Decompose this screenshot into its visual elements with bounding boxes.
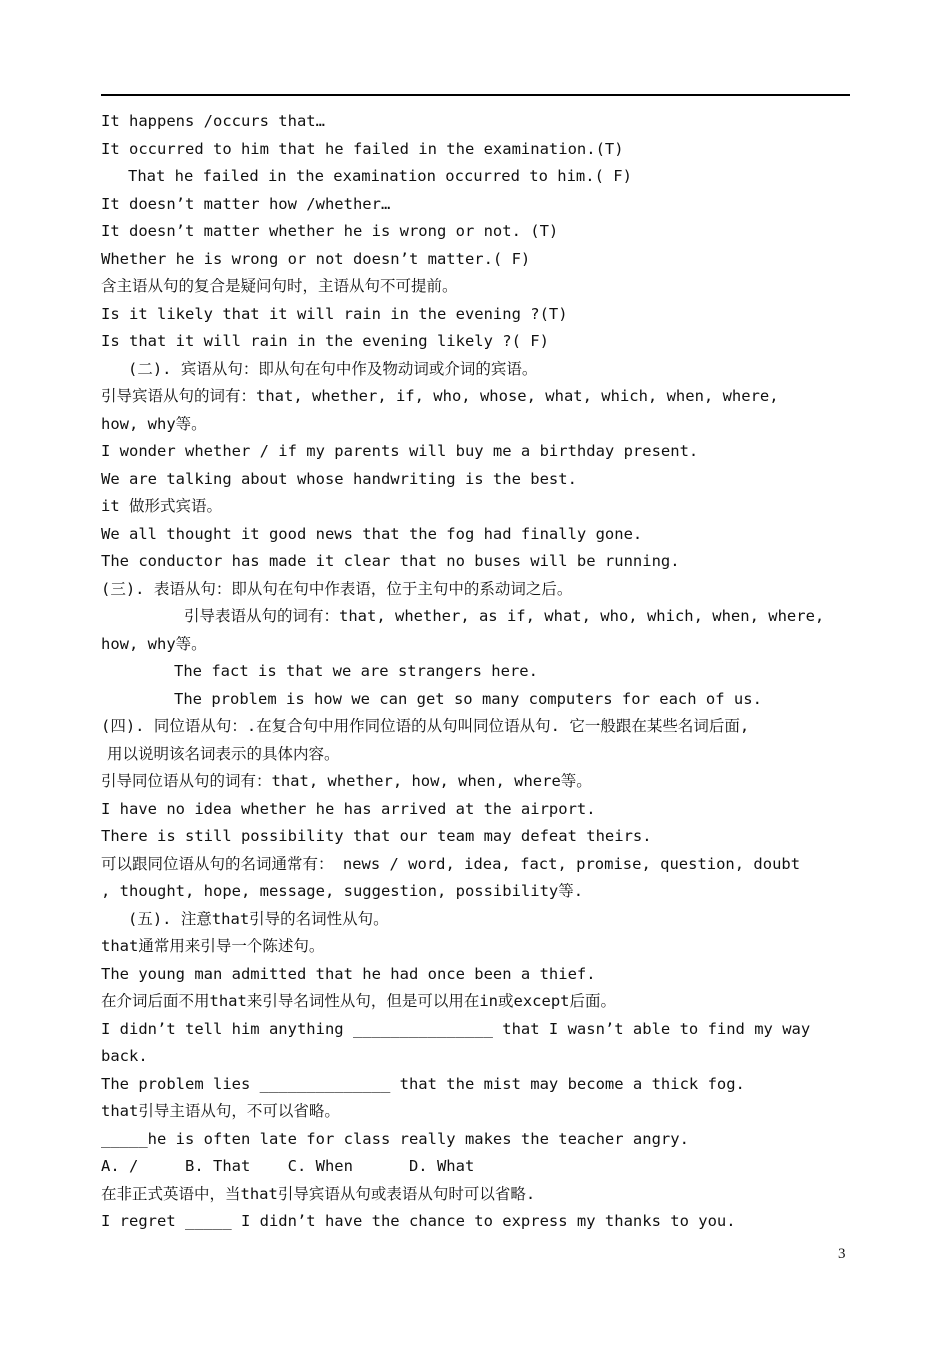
text-line: It occurred to him that he failed in the examination.(T) [101,139,624,158]
text-line: how, why等。 [101,634,207,653]
text-line: (三). 表语从句：即从句在句中作表语，位于主句中的系动词之后。 [101,579,573,598]
text-line: The conductor has made it clear that no buses will be running. [101,552,680,570]
text-line: The young man admitted that he had once been a thief. [101,964,596,983]
text-line: Is it likely that it will rain in the evening ?(T) [101,304,568,323]
text-line: A. / B. That C. When D. What [101,1157,475,1175]
text-line: I wonder whether / if my parents will buy me a birthday present. [101,442,699,460]
text-line: (二). 宾语从句：即从句在句中作及物动词或介词的宾语。 [128,359,538,378]
text-line: 引导同位语从句的词有：that, whether, how, when, where等。 [101,772,592,790]
text-line: 在介词后面不用that来引导名词性从句，但是可以用在in或except后面。 [101,992,616,1010]
text-line: 引导宾语从句的词有：that, whether, if, who, whose, what, which, when, where, [101,387,779,405]
text-line: how, why等。 [101,414,207,433]
text-line: We are talking about whose handwriting is the best. [101,469,577,488]
text-line: I regret _____ I didn’t have the chance to express my thanks to you. [101,1212,736,1230]
text-line: (五). 注意that引导的名词性从句。 [128,909,389,928]
text-line: The problem lies ______________ that the mist may become a thick fog. [101,1074,745,1093]
text-line: The problem is how we can get so many computers for each of us. [174,689,762,708]
text-line: We all thought it good news that the fog had finally gone. [101,524,643,543]
text-line: I didn’t tell him anything _______________ that I wasn’t able to find my way [101,1019,811,1038]
text-line: (四). 同位语从句：.在复合句中用作同位语的从句叫同位语从句. 它一般跟在某些名词后面, [101,717,750,735]
text-line: Whether he is wrong or not doesn’t matter.( F) [101,249,531,268]
text-line: There is still possibility that our team may defeat theirs. [101,827,652,845]
text-line: 引导表语从句的词有：that, whether, as if, what, who, which, when, where, [184,607,825,625]
text-line: The fact is that we are strangers here. [174,662,538,680]
text-line: It doesn’t matter how /whether… [101,194,391,213]
text-body [101,108,853,1236]
text-line: 可以跟同位语从句的名词通常有： news / word, idea, fact, promise, question, doubt [101,854,801,873]
text-line: 用以说明该名词表示的具体内容。 [107,744,340,763]
text-line: 在非正式英语中，当that引导宾语从句或表语从句时可以省略. [101,1184,536,1203]
text-line: I have no idea whether he has arrived at the airport. [101,799,596,818]
text-line: 含主语从句的复合是疑问句时，主语从句不可提前。 [101,277,458,295]
text-line: that引导主语从句，不可以省略。 [101,1102,340,1120]
text-line: It happens /occurs that… [101,112,325,130]
page-number: 3 [838,1246,846,1262]
text-line: , thought, hope, message, suggestion, possibility等. [101,882,584,900]
header-rule [101,94,850,96]
text-line: back. [101,1047,148,1065]
text-line: it 做形式宾语。 [101,497,222,515]
text-line: that通常用来引导一个陈述句。 [101,937,325,955]
text-line: _____he is often late for class really makes the teacher angry. [101,1129,689,1148]
text-line: That he failed in the examination occurred to him.( F) [128,167,632,185]
text-line: It doesn’t matter whether he is wrong or not. (T) [101,222,559,240]
text-line: Is that it will rain in the evening likely ?( F) [101,332,549,350]
